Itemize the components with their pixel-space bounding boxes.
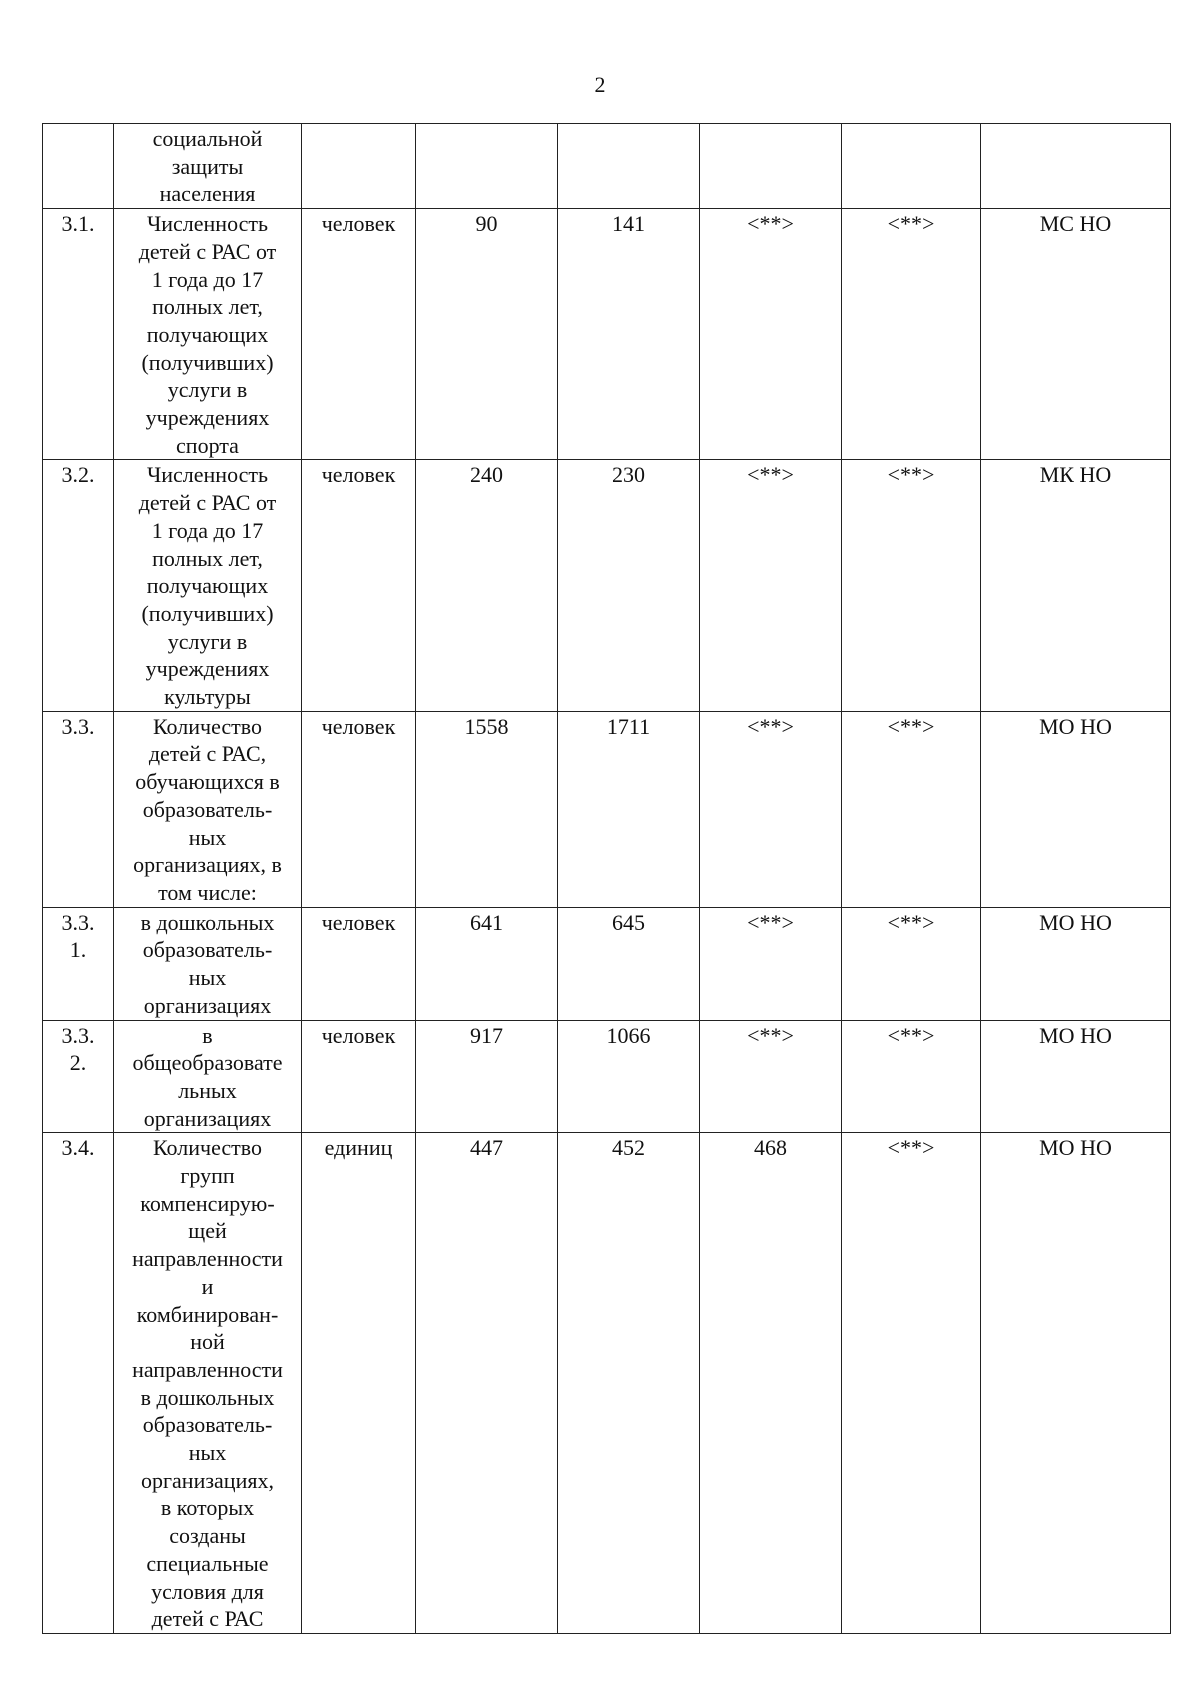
value-cell-4: <**> — [842, 209, 981, 460]
indicators-table — [42, 123, 1171, 1634]
value-cell-4: <**> — [842, 460, 981, 711]
indicator-name-cell: Количество детей с РАС, обучающихся в образователь- ных организациях, в том числе: — [114, 711, 302, 907]
value-cell-1: 641 — [416, 907, 558, 1020]
unit-cell: единиц — [302, 1133, 416, 1634]
responsible-cell: МК НО — [981, 460, 1171, 711]
value-cell-3: <**> — [700, 460, 842, 711]
value-cell-3: <**> — [700, 209, 842, 460]
row-number-cell — [43, 124, 114, 209]
unit-cell: человек — [302, 1020, 416, 1133]
table-row — [43, 1020, 1171, 1133]
row-number-cell: 3.3. — [43, 711, 114, 907]
value-cell-2: 645 — [558, 907, 700, 1020]
unit-cell: человек — [302, 209, 416, 460]
value-cell-4: <**> — [842, 711, 981, 907]
value-cell-3: <**> — [700, 907, 842, 1020]
value-cell-4: <**> — [842, 1020, 981, 1133]
indicator-name-cell: Количество групп компенсирую- щей направленности и комбинирован- ной направленности в дошкольных образователь- ных организациях, в которых созданы специальные условия для детей с РАС — [114, 1133, 302, 1634]
value-cell-3: 468 — [700, 1133, 842, 1634]
row-number-cell: 3.1. — [43, 209, 114, 460]
unit-cell: человек — [302, 460, 416, 711]
row-number-cell: 3.2. — [43, 460, 114, 711]
responsible-cell — [981, 124, 1171, 209]
indicator-name-cell: в общеобразовате льных организациях — [114, 1020, 302, 1133]
value-cell-4 — [842, 124, 981, 209]
value-cell-2: 452 — [558, 1133, 700, 1634]
responsible-cell: МО НО — [981, 907, 1171, 1020]
value-cell-1 — [416, 124, 558, 209]
value-cell-4: <**> — [842, 1133, 981, 1634]
page-number: 2 — [594, 72, 606, 97]
value-cell-1: 917 — [416, 1020, 558, 1133]
table-row — [43, 1133, 1171, 1634]
table-row — [43, 711, 1171, 907]
row-number-cell: 3.3. 2. — [43, 1020, 114, 1133]
unit-cell — [302, 124, 416, 209]
indicator-name-cell: Численность детей с РАС от 1 года до 17 полных лет, получающих (получивших) услуги в учреждениях культуры — [114, 460, 302, 711]
value-cell-1: 240 — [416, 460, 558, 711]
responsible-cell: МО НО — [981, 1020, 1171, 1133]
table-row — [43, 124, 1171, 209]
responsible-cell: МС НО — [981, 209, 1171, 460]
indicator-name-cell: в дошкольных образователь- ных организациях — [114, 907, 302, 1020]
value-cell-2: 230 — [558, 460, 700, 711]
value-cell-4: <**> — [842, 907, 981, 1020]
value-cell-2: 1066 — [558, 1020, 700, 1133]
value-cell-3 — [700, 124, 842, 209]
indicator-name-cell: Численность детей с РАС от 1 года до 17 полных лет, получающих (получивших) услуги в учреждениях спорта — [114, 209, 302, 460]
row-number-cell: 3.3. 1. — [43, 907, 114, 1020]
value-cell-2: 141 — [558, 209, 700, 460]
value-cell-2: 1711 — [558, 711, 700, 907]
value-cell-3: <**> — [700, 1020, 842, 1133]
table-body — [43, 124, 1171, 1634]
value-cell-1: 447 — [416, 1133, 558, 1634]
table-row — [43, 907, 1171, 1020]
indicator-name-cell: социальной защиты населения — [114, 124, 302, 209]
value-cell-3: <**> — [700, 711, 842, 907]
table-row — [43, 209, 1171, 460]
row-number-cell: 3.4. — [43, 1133, 114, 1634]
unit-cell: человек — [302, 711, 416, 907]
value-cell-1: 1558 — [416, 711, 558, 907]
responsible-cell: МО НО — [981, 711, 1171, 907]
value-cell-2 — [558, 124, 700, 209]
responsible-cell: МО НО — [981, 1133, 1171, 1634]
table-row — [43, 460, 1171, 711]
value-cell-1: 90 — [416, 209, 558, 460]
unit-cell: человек — [302, 907, 416, 1020]
